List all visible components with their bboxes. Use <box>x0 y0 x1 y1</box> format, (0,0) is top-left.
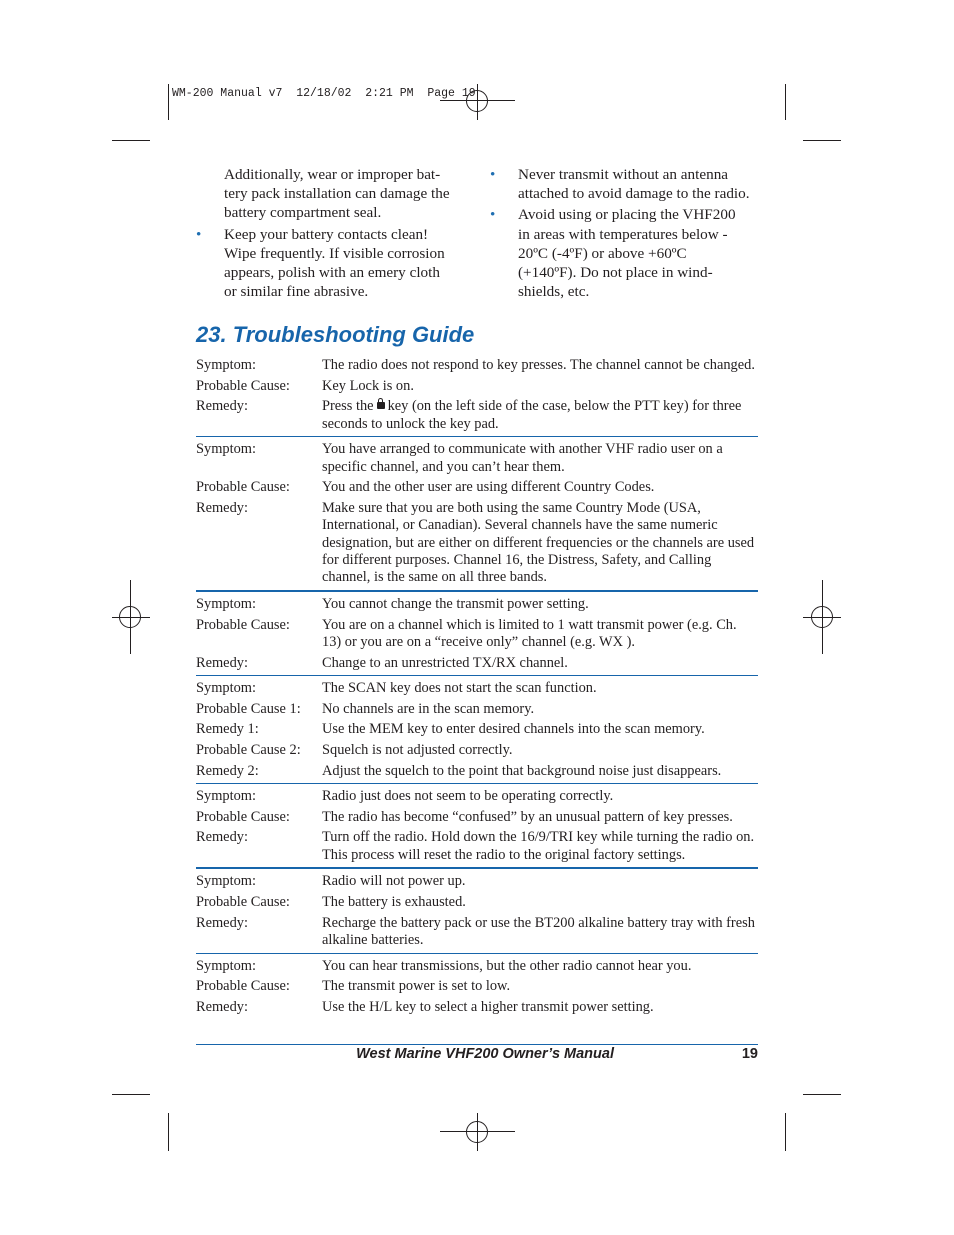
row-text: Make sure that you are both using the same Country Mode (USA, International, or Canadian). Several channels have the same numeric designation, but are either on different frequencies or the channels are used for different purposes. Channel 16, the Distress, Safety, and Calling channel, is the same on all three bands. <box>322 499 755 586</box>
troubleshooting-row <box>196 479 758 496</box>
bullet-icon: • <box>490 166 496 183</box>
row-label: Probable Cause 1: <box>196 700 301 717</box>
row-text: Squelch is not adjusted correctly. <box>322 741 513 758</box>
troubleshooting-row <box>196 721 758 738</box>
troubleshooting-row <box>196 596 758 613</box>
row-text: You and the other user are using different Country Codes. <box>322 479 655 496</box>
troubleshooting-row <box>196 978 758 995</box>
row-label: Remedy: <box>196 654 248 671</box>
row-text: Radio just does not seem to be operating correctly. <box>322 788 614 805</box>
troubleshooting-row <box>196 441 758 476</box>
troubleshooting-row <box>196 873 758 890</box>
row-text <box>322 398 758 433</box>
troubleshooting-row <box>196 398 758 433</box>
row-text-before-icon: Press the <box>322 398 374 415</box>
row-text: The SCAN key does not start the scan function. <box>322 680 597 697</box>
row-label: Symptom: <box>196 788 256 805</box>
row-label: Symptom: <box>196 441 256 458</box>
row-label: Probable Cause: <box>196 616 290 633</box>
group-divider <box>196 867 758 869</box>
row-text: Change to an unrestricted TX/RX channel. <box>322 654 568 671</box>
row-label: Probable Cause: <box>196 479 290 496</box>
row-text: Turn off the radio. Hold down the 16/9/TRI key while turning the radio on. This process will reset the radio to the original factory settings. <box>322 829 755 863</box>
row-text: Key Lock is on. <box>322 377 414 394</box>
row-label: Probable Cause: <box>196 377 290 394</box>
row-text: The transmit power is set to low. <box>322 978 511 995</box>
row-label: Symptom: <box>196 957 256 974</box>
row-text: The radio does not respond to key presses. The channel cannot be changed. <box>322 357 755 373</box>
bullet-text: Keep your battery contacts clean! Wipe frequently. If visible corrosion appears, polish with an emery cloth or similar fine abrasive. <box>224 225 445 301</box>
group-divider <box>196 675 758 676</box>
row-label: Symptom: <box>196 873 256 890</box>
print-slug: WM-200 Manual v7 12/18/02 2:21 PM Page 19 <box>172 87 476 100</box>
bullet-text: Never transmit without an antenna attached to avoid damage to the radio. <box>518 166 750 203</box>
troubleshooting-row <box>196 829 758 864</box>
troubleshooting-row <box>196 617 758 652</box>
troubleshooting-row <box>196 788 758 805</box>
bullet-icon: • <box>196 225 202 243</box>
group-divider <box>196 783 758 784</box>
troubleshooting-group <box>196 357 758 433</box>
troubleshooting-row <box>196 701 758 718</box>
bullet-text: Avoid using or placing the VHF200 in areas with temperatures below - 20ºC (-4ºF) or above +60ºC (+140ºF). Do not place in wind- shields, etc. <box>518 206 736 301</box>
row-text: You cannot change the transmit power setting. <box>322 596 589 612</box>
left-bullet-item <box>196 225 466 302</box>
row-label: Probable Cause: <box>196 893 290 910</box>
row-label: Remedy 2: <box>196 762 259 779</box>
page-number: 19 <box>741 1046 758 1062</box>
lock-icon <box>377 402 385 409</box>
troubleshooting-row <box>196 915 758 950</box>
footer-title: West Marine VHF200 Owner’s Manual <box>356 1046 614 1062</box>
troubleshooting-row <box>196 378 758 395</box>
troubleshooting-group <box>196 788 758 864</box>
troubleshooting-row <box>196 894 758 911</box>
row-text: Use the H/L key to select a higher transmit power setting. <box>322 998 654 1015</box>
row-label: Probable Cause: <box>196 808 290 825</box>
row-text: No channels are in the scan memory. <box>322 700 535 717</box>
troubleshooting-group <box>196 873 758 949</box>
troubleshooting-row <box>196 655 758 672</box>
footer-rule <box>196 1044 758 1045</box>
troubleshooting-row <box>196 357 758 374</box>
row-text: Adjust the squelch to the point that background noise just disappears. <box>322 762 722 779</box>
row-label: Symptom: <box>196 357 256 373</box>
troubleshooting-row <box>196 958 758 975</box>
right-bullet-item <box>490 205 758 301</box>
troubleshooting-row <box>196 999 758 1016</box>
left-intro-paragraph: Additionally, wear or improper bat- tery pack installation can damage the battery compartment seal. <box>224 166 450 222</box>
row-text: Recharge the battery pack or use the BT200 alkaline battery tray with fresh alkaline batteries. <box>322 914 755 948</box>
row-text: You can hear transmissions, but the other radio cannot hear you. <box>322 957 692 974</box>
row-text: The radio has become “confused” by an unusual pattern of key presses. <box>322 808 733 825</box>
troubleshooting-table <box>196 357 758 1019</box>
row-label: Symptom: <box>196 596 256 612</box>
troubleshooting-group <box>196 958 758 1017</box>
row-text: You are on a channel which is limited to 1 watt transmit power (e.g. Ch. 13) or you are on a “receive only” channel (e.g. WX ). <box>322 616 737 650</box>
troubleshooting-group <box>196 680 758 780</box>
troubleshooting-row <box>196 680 758 697</box>
troubleshooting-row <box>196 500 758 587</box>
left-column <box>196 165 466 301</box>
section-title: 23. Troubleshooting Guide <box>196 322 475 347</box>
row-label: Remedy: <box>196 914 248 931</box>
row-label: Probable Cause 2: <box>196 741 301 758</box>
troubleshooting-row <box>196 763 758 780</box>
troubleshooting-row <box>196 809 758 826</box>
group-divider <box>196 953 758 954</box>
row-label: Remedy: <box>196 829 248 846</box>
troubleshooting-group <box>196 441 758 587</box>
row-text: The battery is exhausted. <box>322 893 466 910</box>
row-text: Radio will not power up. <box>322 873 466 890</box>
row-label: Symptom: <box>196 680 256 697</box>
right-bullet-item <box>490 165 758 203</box>
row-label: Probable Cause: <box>196 978 290 995</box>
row-text-after-icon: key (on the left side of the case, below the PTT key) for three seconds to unlock the key pad. <box>322 398 742 432</box>
troubleshooting-row <box>196 742 758 759</box>
group-divider <box>196 590 758 592</box>
row-text: You have arranged to communicate with another VHF radio user on a specific channel, and you can’t hear them. <box>322 441 723 475</box>
row-label: Remedy: <box>196 499 248 516</box>
row-text: Use the MEM key to enter desired channels into the scan memory. <box>322 721 705 738</box>
row-label: Remedy: <box>196 998 248 1015</box>
group-divider <box>196 436 758 437</box>
row-label: Remedy 1: <box>196 721 259 738</box>
right-column <box>490 165 758 301</box>
row-label: Remedy: <box>196 398 248 415</box>
bullet-icon: • <box>490 206 496 224</box>
troubleshooting-group <box>196 596 758 672</box>
